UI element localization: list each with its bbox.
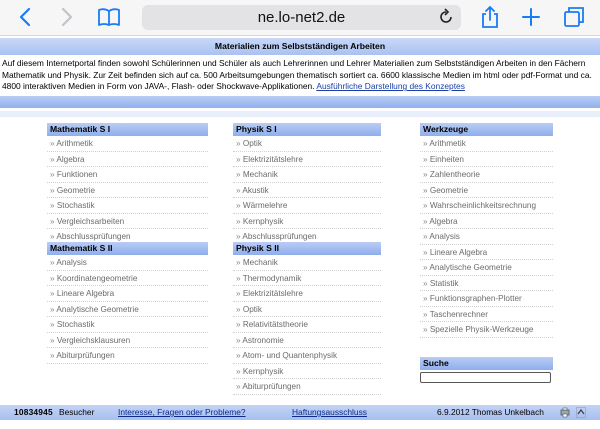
- intro-text: Auf diesem Internetportal finden sowohl Schülerinnen und Schüler als auch Lehrerinnen und Lehrer Materialien zum Selbstständigen Arbeiten in den Fächern Mathematik und Physik. Zur Zeit befinden sich auf ca. 500 Arbeitsumgebungen thematisch sortiert ca. 6600 klassische Medien im html oder pdf-Format und ca. 4800 interaktiven Medien in Form von JAVA-, Flash- oder Shockwave-Applikationen.: [2, 58, 592, 92]
- box-title: Mathematik S I: [47, 123, 208, 136]
- box-mathematik-s1: [47, 123, 208, 245]
- search-title: Suche: [420, 357, 553, 370]
- list-item-zahlentheorie[interactable]: » Zahlentheorie: [420, 167, 553, 183]
- link-list: [233, 255, 381, 395]
- list-item-analytische-geometrie[interactable]: » Analytische Geometrie: [420, 260, 553, 276]
- list-item-analysis[interactable]: » Analysis: [47, 255, 208, 271]
- page-banner-title: Materialien zum Selbstständigen Arbeiten: [0, 38, 600, 55]
- header-divider-band-light: [0, 111, 600, 117]
- intro-paragraph: [2, 58, 598, 93]
- footer-icons: [560, 407, 586, 418]
- list-item-funktionen[interactable]: » Funktionen: [47, 167, 208, 183]
- new-tab-plus-icon[interactable]: [521, 6, 541, 28]
- share-icon[interactable]: [480, 6, 500, 28]
- list-item-mechanik[interactable]: » Mechanik: [233, 167, 381, 183]
- list-item-elektrizitaetslehre[interactable]: » Elektrizitätslehre: [233, 286, 381, 302]
- list-item-astronomie[interactable]: » Astronomie: [233, 333, 381, 349]
- list-item-koordinatengeometrie[interactable]: » Koordinatengeometrie: [47, 271, 208, 287]
- address-bar[interactable]: [142, 5, 461, 30]
- list-item-mechanik[interactable]: » Mechanik: [233, 255, 381, 271]
- box-physik-s1: [233, 123, 381, 245]
- contact-link[interactable]: Interesse, Fragen oder Probleme?: [118, 407, 246, 417]
- forward-chevron-icon[interactable]: [60, 6, 74, 28]
- link-list: [420, 136, 553, 338]
- list-item-geometrie[interactable]: » Geometrie: [47, 183, 208, 199]
- list-item-analytische-geometrie[interactable]: » Analytische Geometrie: [47, 302, 208, 318]
- date-author: 6.9.2012 Thomas Unkelbach: [437, 407, 544, 417]
- list-item-arithmetik[interactable]: » Arithmetik: [420, 136, 553, 152]
- print-icon[interactable]: [560, 407, 570, 418]
- list-item-waermelehre[interactable]: » Wärmelehre: [233, 198, 381, 214]
- list-item-relativitaetstheorie[interactable]: » Relativitätstheorie: [233, 317, 381, 333]
- box-title: Mathematik S II: [47, 242, 208, 255]
- box-physik-s2: [233, 242, 381, 395]
- list-item-abiturpruefungen[interactable]: » Abiturprüfungen: [233, 379, 381, 395]
- list-item-stochastik[interactable]: » Stochastik: [47, 198, 208, 214]
- list-item-physik-werkzeuge[interactable]: » Spezielle Physik-Werkzeuge: [420, 322, 553, 338]
- list-item-kernphysik[interactable]: » Kernphysik: [233, 214, 381, 230]
- list-item-taschenrechner[interactable]: » Taschenrechner: [420, 307, 553, 323]
- link-list: [233, 136, 381, 245]
- list-item-lineare-algebra[interactable]: » Lineare Algebra: [47, 286, 208, 302]
- visitors-label: Besucher: [59, 407, 95, 417]
- list-item-elektrizitaetslehre[interactable]: » Elektrizitätslehre: [233, 152, 381, 168]
- list-item-vergleichsarbeiten[interactable]: » Vergleichsarbeiten: [47, 214, 208, 230]
- box-title: Physik S II: [233, 242, 381, 255]
- list-item-atom-quantenphysik[interactable]: » Atom- und Quantenphysik: [233, 348, 381, 364]
- header-divider-band: [0, 96, 600, 108]
- list-item-analysis[interactable]: » Analysis: [420, 229, 553, 245]
- reload-icon[interactable]: [438, 6, 454, 28]
- bookmarks-book-icon[interactable]: [97, 6, 121, 28]
- list-item-algebra[interactable]: » Algebra: [47, 152, 208, 168]
- list-item-optik[interactable]: » Optik: [233, 302, 381, 318]
- list-item-abschlusspruefungen[interactable]: » Abschlussprüfungen: [47, 229, 208, 245]
- list-item-akustik[interactable]: » Akustik: [233, 183, 381, 199]
- box-werkzeuge: [420, 123, 553, 338]
- search-input[interactable]: [420, 372, 551, 383]
- link-list: [47, 255, 208, 364]
- tabs-overview-icon[interactable]: [563, 6, 585, 28]
- box-mathematik-s2: [47, 242, 208, 364]
- list-item-algebra[interactable]: » Algebra: [420, 214, 553, 230]
- list-item-funktionsgraphen-plotter[interactable]: » Funktionsgraphen-Plotter: [420, 291, 553, 307]
- visitor-counter: 10834945: [14, 407, 53, 417]
- list-item-wahrscheinlichkeitsrechnung[interactable]: » Wahrscheinlichkeitsrechnung: [420, 198, 553, 214]
- box-title: Physik S I: [233, 123, 381, 136]
- list-item-optik[interactable]: » Optik: [233, 136, 381, 152]
- list-item-arithmetik[interactable]: » Arithmetik: [47, 136, 208, 152]
- list-item-kernphysik[interactable]: » Kernphysik: [233, 364, 381, 380]
- list-item-vergleichsklausuren[interactable]: » Vergleichsklausuren: [47, 333, 208, 349]
- list-item-abschlusspruefungen[interactable]: » Abschlussprüfungen: [233, 229, 381, 245]
- box-title: Werkzeuge: [420, 123, 553, 136]
- back-chevron-icon[interactable]: [18, 6, 32, 28]
- browser-toolbar: [0, 0, 600, 36]
- list-item-lineare-algebra[interactable]: » Lineare Algebra: [420, 245, 553, 261]
- web-page: [0, 36, 600, 429]
- concept-link[interactable]: Ausführliche Darstellung des Konzeptes: [316, 81, 465, 92]
- list-item-einheiten[interactable]: » Einheiten: [420, 152, 553, 168]
- list-item-abiturpruefungen[interactable]: » Abiturprüfungen: [47, 348, 208, 364]
- scroll-top-icon[interactable]: [576, 407, 586, 418]
- list-item-stochastik[interactable]: » Stochastik: [47, 317, 208, 333]
- list-item-statistik[interactable]: » Statistik: [420, 276, 553, 292]
- box-suche: [420, 357, 553, 370]
- page-footer: [0, 405, 600, 420]
- list-item-thermodynamik[interactable]: » Thermodynamik: [233, 271, 381, 287]
- url-text: ne.lo-net2.de: [257, 9, 346, 26]
- link-list: [47, 136, 208, 245]
- disclaimer-link[interactable]: Haftungsausschluss: [292, 407, 367, 417]
- list-item-geometrie[interactable]: » Geometrie: [420, 183, 553, 199]
